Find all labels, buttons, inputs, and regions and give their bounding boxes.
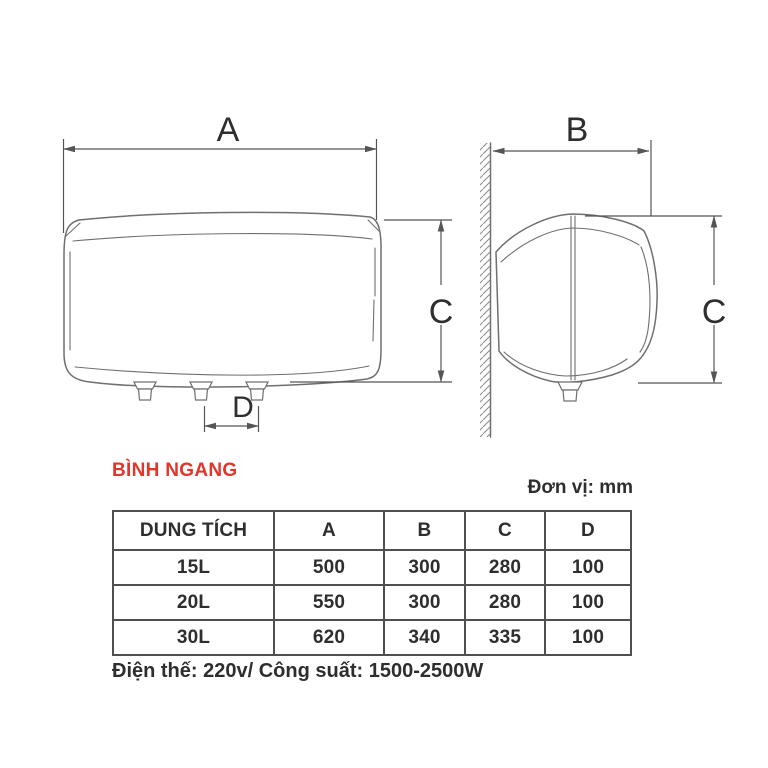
- header-capacity: DUNG TÍCH: [113, 511, 274, 550]
- cell-b: 340: [384, 620, 465, 655]
- cell-d: 100: [545, 620, 631, 655]
- cell-capacity: 20L: [113, 585, 274, 620]
- section-title: BÌNH NGANG: [112, 460, 238, 481]
- side-view-dimensions: [493, 140, 722, 383]
- unit-note: Đơn vị: mm: [527, 477, 633, 498]
- table-row: [113, 550, 631, 585]
- front-width-dim-label: A: [216, 111, 240, 149]
- header-dim-d: D: [545, 511, 631, 550]
- side-tank-body: [496, 214, 657, 382]
- cell-b: 300: [384, 550, 465, 585]
- front-view-drawing: [64, 212, 381, 400]
- cell-a: 500: [274, 550, 384, 585]
- wall-hatching: [480, 143, 490, 437]
- side-pipe-fitting: [558, 382, 582, 401]
- side-view-drawing: [480, 143, 657, 437]
- table-row: [113, 585, 631, 620]
- cell-a: 620: [274, 620, 384, 655]
- cell-c: 335: [465, 620, 545, 655]
- front-pipe-spacing-dim-label: D: [232, 391, 254, 424]
- header-dim-c: C: [465, 511, 545, 550]
- header-dim-b: B: [384, 511, 465, 550]
- front-height-dim-label: C: [428, 293, 454, 331]
- cell-d: 100: [545, 550, 631, 585]
- front-tank-body: [64, 212, 381, 387]
- cell-d: 100: [545, 585, 631, 620]
- side-height-dim-label: C: [701, 293, 727, 331]
- power-spec-note: Điện thế: 220v/ Công suất: 1500-2500W: [112, 660, 484, 682]
- table-header-row: [113, 511, 631, 550]
- cell-c: 280: [465, 585, 545, 620]
- cell-b: 300: [384, 585, 465, 620]
- cell-capacity: 30L: [113, 620, 274, 655]
- cell-a: 550: [274, 585, 384, 620]
- table-row: [113, 620, 631, 655]
- side-depth-dim-label: B: [565, 111, 589, 149]
- cell-c: 280: [465, 550, 545, 585]
- cell-capacity: 15L: [113, 550, 274, 585]
- header-dim-a: A: [274, 511, 384, 550]
- dimension-spec-table: [112, 510, 632, 656]
